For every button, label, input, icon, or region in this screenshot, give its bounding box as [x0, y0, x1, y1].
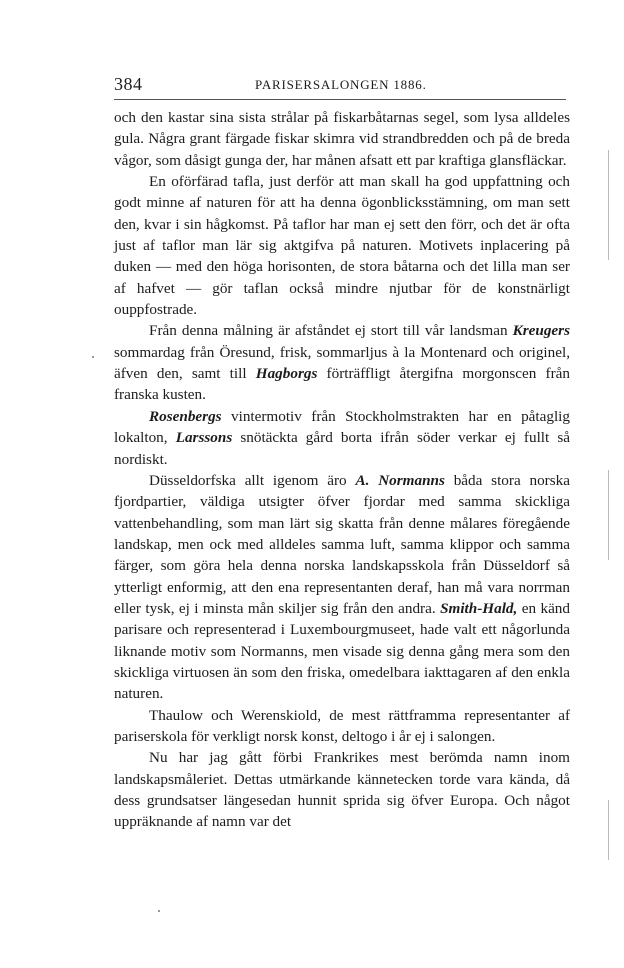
page-edge-mark — [608, 800, 609, 860]
margin-speck — [92, 356, 94, 358]
paragraph — [114, 747, 570, 832]
italic-name: Rosenbergs — [149, 407, 222, 425]
text-run: en känd parisare och representerad i Luxembourgmuseet, hade valt ett någorlunda liknande motiv som Normanns, men visade sig denna gång mera som den skickliga virtuosen än som den friska, omedelbara iakttagaren af den enkla naturen. — [114, 599, 570, 703]
text-run: Thaulow och Werenskiold, de mest rättframma representanter af pariserskola för verkligt norsk konst, deltogo i år ej i salongen. — [114, 706, 570, 745]
text-run: Düsseldorfska allt igenom äro — [149, 471, 356, 489]
text-run: förträffligt återgifna morgonscen från franska kusten. — [114, 365, 571, 404]
italic-name: Kreugers — [512, 322, 570, 340]
page-edge-mark — [608, 150, 609, 260]
page-header — [114, 74, 566, 96]
header-rule — [114, 99, 566, 100]
text-run: En oförfärad tafla, just derför att man skall ha god uppfattning och godt minne af naturen för att ha denna ögonblicksstämning, om man sett den, kvar i sin hågkomst. På taflor har man ej sett den förr, och det är ofta just af taflor man lär sig aktgifva på naturen. Motivets inplacering på duken — med den höga horisonten, de stora båtarna och det lilla man ser af hafvet — gör taflan också mindre njutbar för de konstnärligt ouppfostrade. — [114, 173, 570, 319]
paragraph — [114, 107, 570, 171]
text-run: Nu har jag gått förbi Frankrikes mest berömda namn inom landskapsmåleriet. Dettas utmärkande kännetecken torde vara kända, då dess grundsatser längesedan hunnit sprida sig öfver Europa. Och något uppräknande af namn var det — [114, 749, 570, 831]
text-run: vintermotiv från Stockholmstrakten har en påtaglig lokalton, — [114, 407, 570, 447]
text-run: båda stora norska fjordpartier, väldiga utsigter öfver fjordar med samma skickliga vattenbehandling, som man lärt sig skatta från denne målares föregående landskap, men ock med alldeles samma luft, samma klippor och samma färger, som göra hela denna norska landskapsskola från Düsseldorf så ytterligt enformig, att den ena representanten deraf, han må vara norrman eller tysk, ej i minsta mån skiljer sig från den andra. — [114, 471, 570, 617]
page-edge-mark — [608, 470, 609, 560]
margin-speck — [158, 910, 160, 912]
running-head: PARISERSALONGEN 1886. — [255, 77, 427, 92]
paragraph — [114, 705, 570, 748]
paragraph — [114, 171, 570, 320]
body-text — [114, 107, 570, 833]
page-number: 384 — [114, 74, 143, 94]
text-run: och den kastar sina sista strålar på fiskarbåtarnas segel, som lysa alldeles gula. Några grant färgade fiskar skimra vid strandbredden och på de breda vågor, som dåsigt gunga der, har månen afsatt ett par kraftiga glansfläckar. — [114, 109, 570, 169]
text-run: sommardag från Öresund, frisk, sommarljus à la Montenard och originel, äfven den, samt till — [114, 343, 570, 383]
italic-name: A. Normanns — [355, 471, 445, 489]
paragraph — [114, 406, 570, 470]
text-run: snötäckta gård borta ifrån söder verkar ej fullt så nordiskt. — [114, 429, 570, 468]
italic-name: Hagborgs — [255, 365, 318, 383]
italic-name: Smith-Hald, — [440, 599, 518, 617]
italic-name: Larssons — [175, 429, 233, 447]
paragraph — [114, 470, 570, 705]
paragraph — [114, 320, 570, 405]
text-run: Från denna målning är afståndet ej stort till vår landsman — [149, 322, 513, 340]
